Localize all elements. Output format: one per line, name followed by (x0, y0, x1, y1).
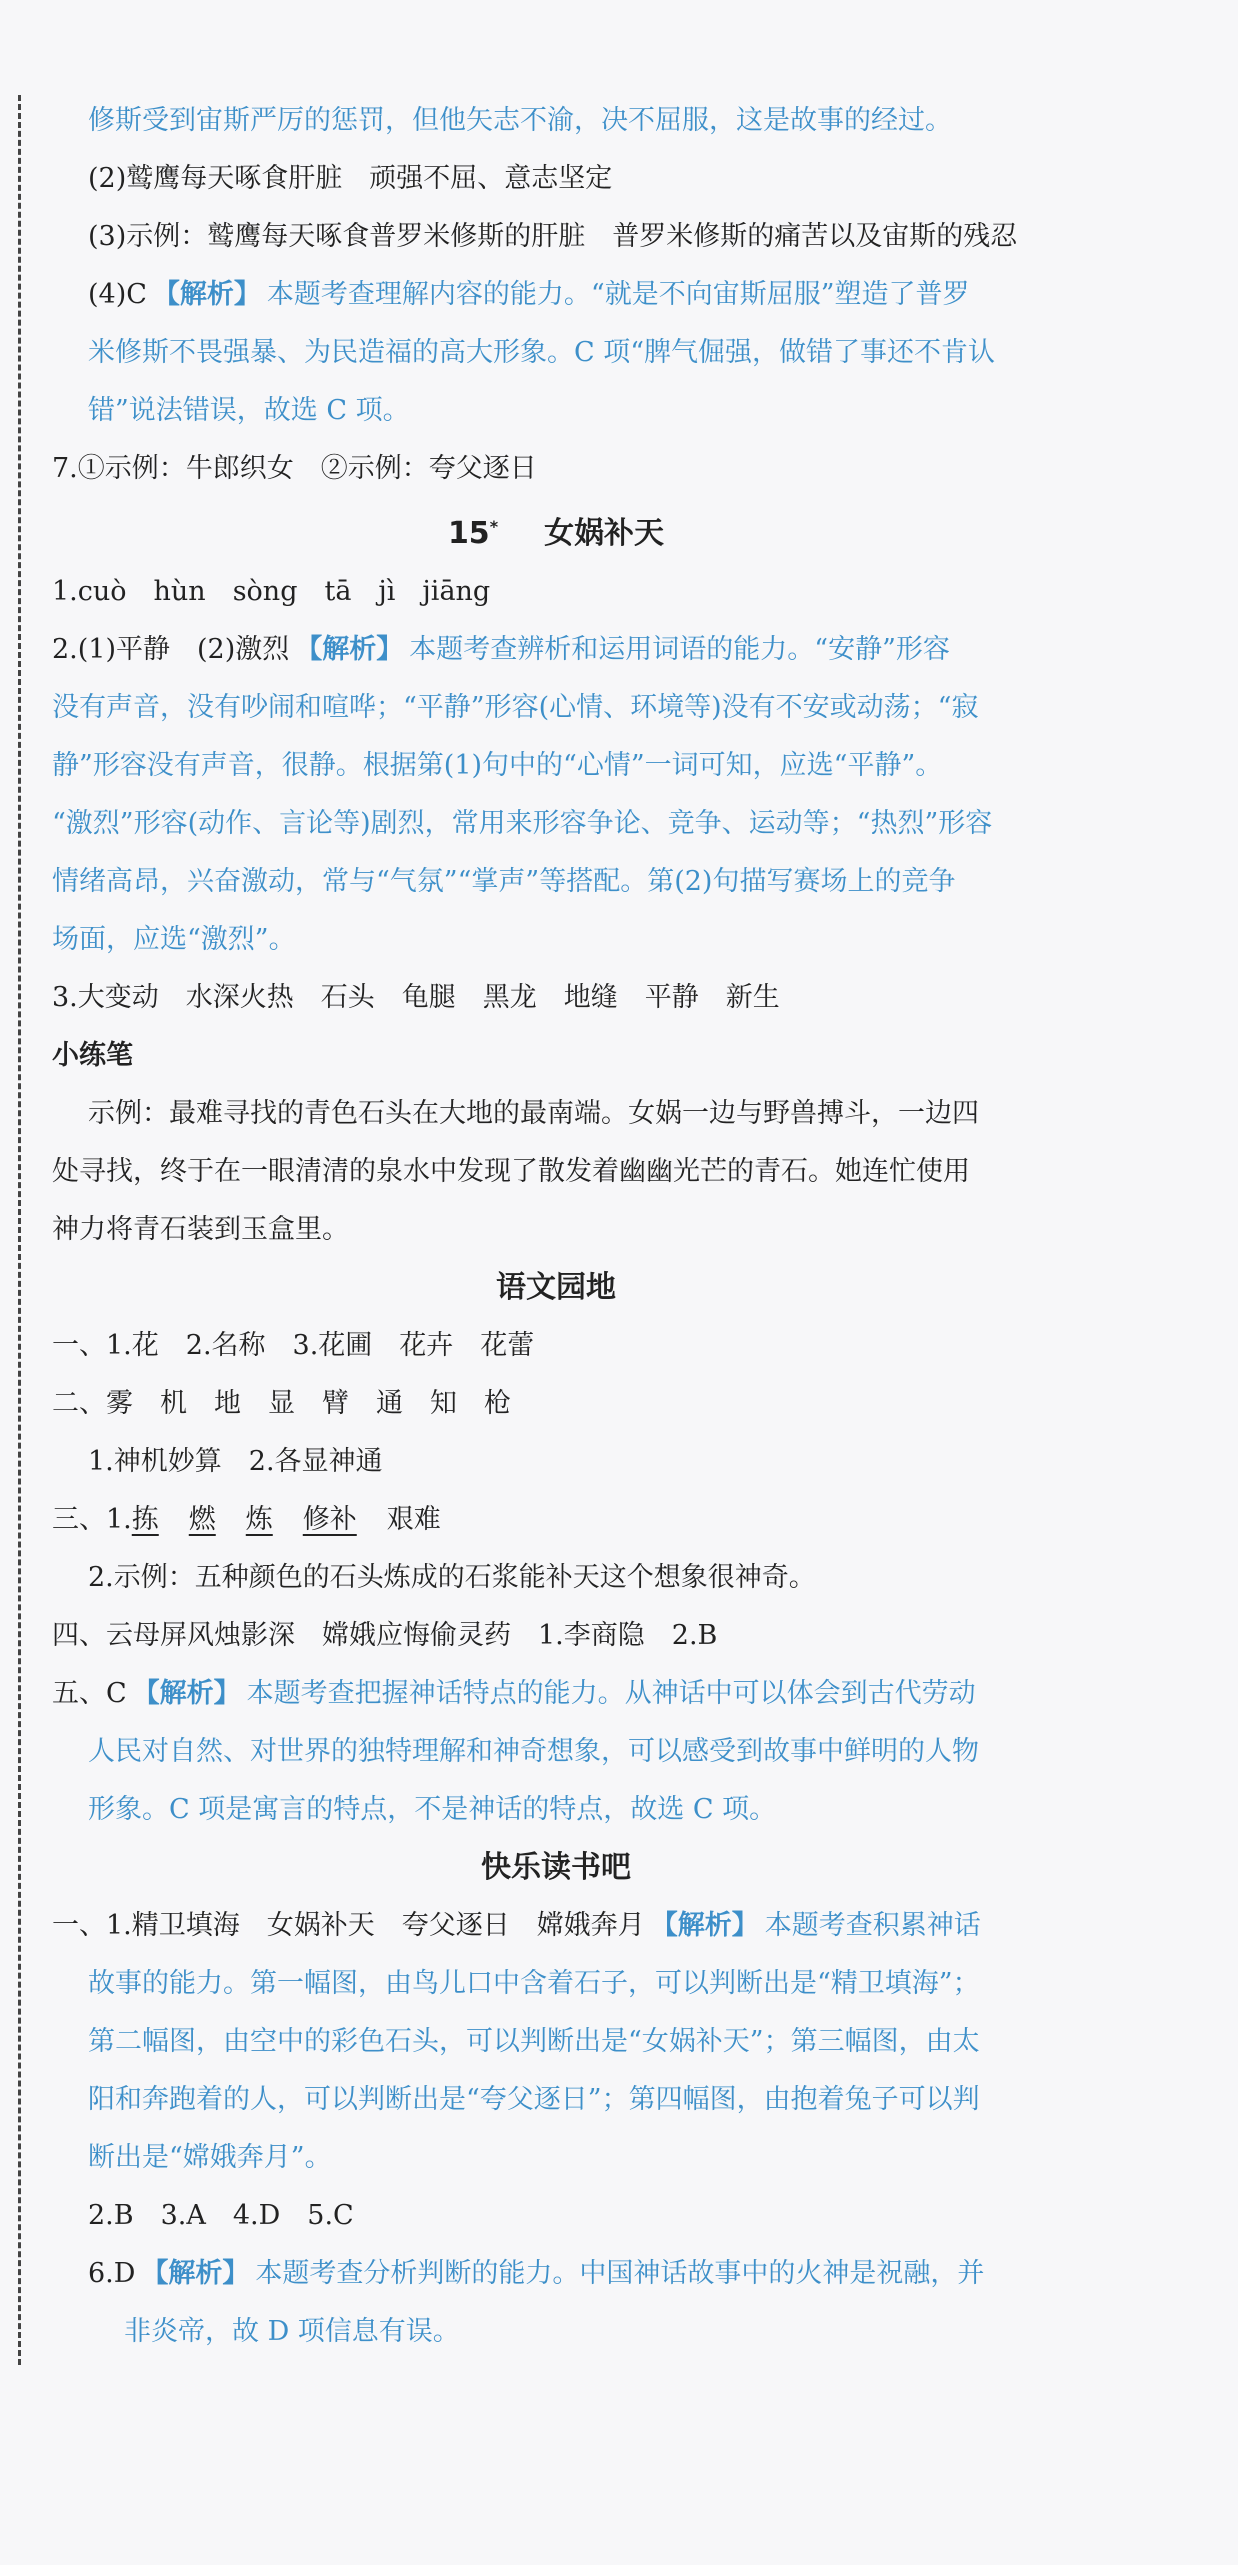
analysis-text: 阳和奔跑着的人，可以判断出是“夸父逐日”；第四幅图，由抱着兔子可以判 (88, 2084, 980, 2115)
answer-line: (3)示例：鹫鹰每天啄食普罗米修斯的肝脏 普罗米修斯的痛苦以及宙斯的残忍 (88, 221, 1018, 252)
analysis-text: 情绪高昂，兴奋激动，常与“气氛”“掌声”等搭配。第(2)句描写赛场上的竞争 (52, 866, 956, 897)
analysis-tag: 【解析】 (152, 279, 261, 310)
answer-line: 3.大变动 水深火热 石头 龟腿 黑龙 地缝 平静 新生 (52, 982, 780, 1013)
answer-line: 修斯受到宙斯严厉的惩罚，但他矢志不渝，决不屈服，这是故事的经过。 (88, 105, 952, 136)
analysis-text: 本题考查把握神话特点的能力。从神话中可以体会到古代劳动 (246, 1678, 976, 1709)
answer-line (52, 621, 1060, 679)
answer-words: 一、1.精卫填海 女娲补天 夸父逐日 嫦娥奔月 (52, 1910, 645, 1941)
answer-line: 2.示例：五种颜色的石头炼成的石浆能补天这个想象很神奇。 (88, 1562, 816, 1593)
analysis-text: “激烈”形容(动作、言论等)剧烈，常用来形容争论、竞争、运动等；“热烈”形容 (52, 808, 993, 839)
analysis-text: 断出是“嫦娥奔月”。 (88, 2142, 332, 2173)
cut-line (18, 95, 21, 2365)
analysis-text: 本题考查积累神话 (764, 1910, 981, 1941)
analysis-tag: 【解析】 (141, 2258, 250, 2289)
pinyin-line: 1.cuò hùn sòng tā jì jiāng (52, 576, 491, 607)
lesson-title (52, 498, 1060, 563)
lesson-number: 15 (447, 516, 490, 551)
analysis-tag: 【解析】 (132, 1678, 241, 1709)
answer-line: 二、雾 机 地 显 臂 通 知 枪 (52, 1388, 511, 1419)
answer-line: (2)鹫鹰每天啄食肝脏 顽强不屈、意志坚定 (88, 163, 613, 194)
answer-line: 1.神机妙算 2.各显神通 (88, 1446, 383, 1477)
underlined-word: 炼 (245, 1504, 273, 1535)
essay-line: 示例：最难寻找的青色石头在大地的最南端。女娲一边与野兽搏斗，一边四 (88, 1098, 979, 1129)
analysis-text: 本题考查分析判断的能力。中国神话故事中的火神是祝融，并 (255, 2258, 985, 2289)
analysis-text: 人民对自然、对世界的独特理解和神奇想象，可以感受到故事中鲜明的人物 (88, 1736, 979, 1767)
underlined-word: 燃 (188, 1504, 216, 1535)
answer-line: 一、1.花 2.名称 3.花圃 花卉 花蕾 (52, 1330, 535, 1361)
answer-line (52, 2245, 1060, 2303)
answer-line: 2.B 3.A 4.D 5.C (88, 2200, 354, 2231)
analysis-text: 错”说法错误，故选 C 项。 (88, 395, 410, 426)
section-title: 快乐读书吧 (481, 1850, 631, 1885)
essay-line: 处寻找，终于在一眼清清的泉水中发现了散发着幽幽光芒的青石。她连忙使用 (52, 1156, 970, 1187)
section-heading: 小练笔 (52, 1040, 133, 1071)
analysis-text: 第二幅图，由空中的彩色石头，可以判断出是“女娲补天”；第三幅图，由太 (88, 2026, 980, 2057)
lesson-name: 女娲补天 (544, 516, 665, 551)
answer-words: 2.(1)平静 (2)激烈 (52, 634, 290, 665)
answer-line: 四、云母屏风烛影深 嫦娥应悔偷灵药 1.李商隐 2.B (52, 1620, 718, 1651)
essay-line: 神力将青石装到玉盒里。 (52, 1214, 349, 1245)
word: 艰难 (386, 1504, 441, 1535)
section-title: 语文园地 (496, 1270, 616, 1305)
analysis-tag: 【解析】 (650, 1910, 759, 1941)
analysis-tag: 【解析】 (295, 634, 404, 665)
analysis-text: 静”形容没有声音，很静。根据第(1)句中的“心情”一词可知，应选“平静”。 (52, 750, 943, 781)
analysis-text: 本题考查辨析和运用词语的能力。“安静”形容 (409, 634, 950, 665)
analysis-text: 故事的能力。第一幅图，由鸟儿口中含着石子，可以判断出是“精卫填海”； (88, 1968, 980, 1999)
analysis-text: 非炎帝，故 D 项信息有误。 (124, 2316, 460, 2347)
analysis-text: 形象。C 项是寓言的特点，不是神话的特点，故选 C 项。 (88, 1794, 777, 1825)
answer-choice: 6.D (88, 2258, 136, 2289)
lesson-star: * (489, 517, 499, 536)
analysis-text: 米修斯不畏强暴、为民造福的高大形象。C 项“脾气倔强，做错了事还不肯认 (88, 337, 996, 368)
answer-line (52, 1491, 1060, 1549)
answer-line (52, 1665, 1060, 1723)
answer-page (52, 92, 1060, 2361)
underlined-word: 拣 (131, 1504, 159, 1535)
answer-line (52, 266, 1060, 324)
answer-line: 7.①示例：牛郎织女 ②示例：夸父逐日 (52, 453, 537, 484)
answer-choice: (4)C (88, 279, 147, 310)
analysis-text: 没有声音，没有吵闹和喧哗；“平静”形容(心情、环境等)没有不安或动荡；“寂 (52, 692, 979, 723)
analysis-text: 场面，应选“激烈”。 (52, 924, 296, 955)
analysis-text: 本题考查理解内容的能力。“就是不向宙斯屈服”塑造了普罗 (266, 279, 970, 310)
underlined-word: 修补 (302, 1504, 357, 1535)
answer-line (52, 1897, 1060, 1955)
answer-prefix: 三、1. (52, 1504, 132, 1535)
answer-choice: 五、C (52, 1678, 127, 1709)
